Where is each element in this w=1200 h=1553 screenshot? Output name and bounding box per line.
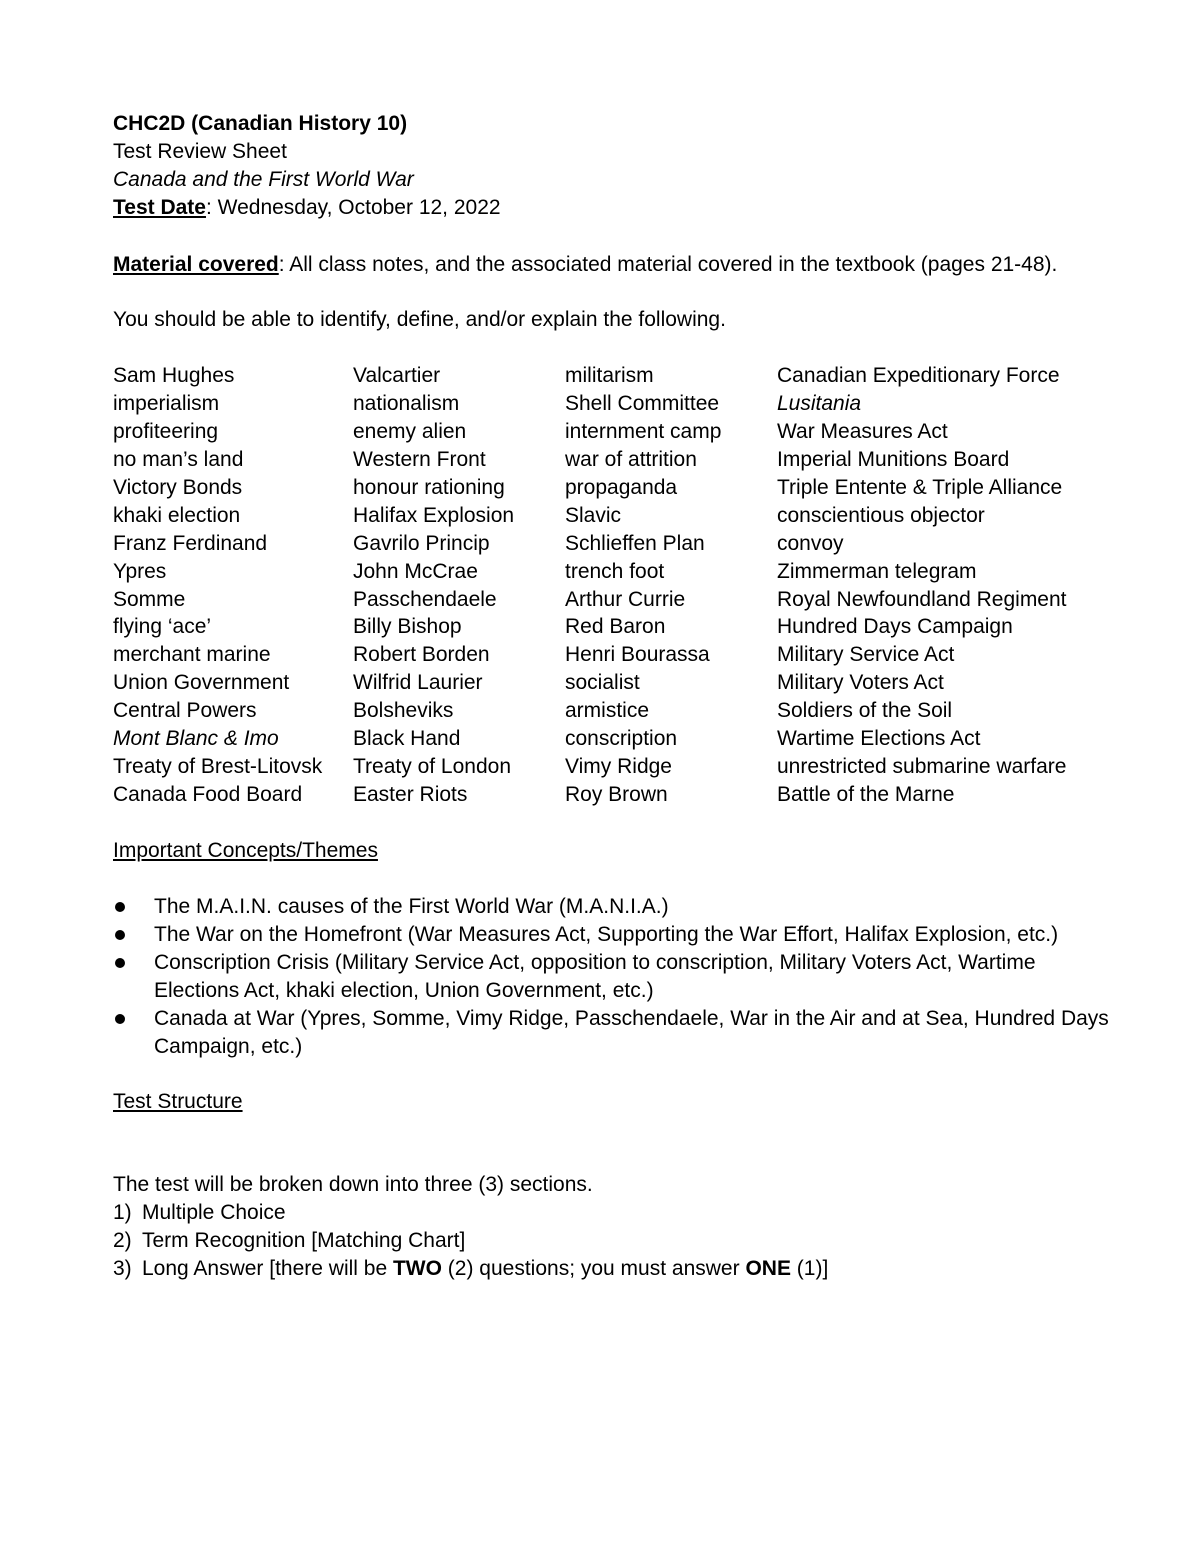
term-item: Ypres [113, 559, 167, 583]
term-row [113, 586, 1113, 614]
term-item: Gavrilo Princip [353, 531, 490, 555]
term-row [113, 613, 1113, 641]
term-item: Black Hand [353, 727, 461, 751]
term-item: Lusitania [777, 391, 862, 415]
term-item: honour rationing [353, 475, 505, 499]
structure-section [113, 1171, 828, 1283]
term-item: trench foot [565, 559, 665, 583]
term-item: Canada Food Board [113, 783, 303, 807]
structure-item-emphasis: TWO [392, 1257, 442, 1280]
instructions: You should be able to identify, define, and/or explain the following. [113, 308, 726, 331]
term-item: unrestricted submarine warfare [777, 755, 1067, 779]
term-item: Roy Brown [565, 783, 668, 807]
concepts-heading: Important Concepts/Themes [113, 839, 378, 862]
term-item: Vimy Ridge [565, 755, 672, 779]
structure-item-2 [113, 1227, 828, 1255]
concept-text: The War on the Homefront (War Measures Act, Supporting the War Effort, Halifax Explosion, etc.) [154, 923, 1059, 946]
term-item: Wartime Elections Act [777, 727, 981, 751]
term-item: profiteering [113, 419, 219, 443]
term-row [113, 390, 1113, 418]
terms-table [113, 362, 1113, 809]
term-item: socialist [565, 671, 640, 695]
term-item: flying ‘ace’ [113, 615, 212, 639]
term-item: imperialism [113, 391, 220, 415]
term-item: Triple Entente & Triple Alliance [777, 475, 1063, 499]
term-item: Treaty of Brest-Litovsk [113, 755, 323, 779]
term-item: Valcartier [353, 364, 441, 387]
term-item: internment camp [565, 419, 722, 443]
course-title: CHC2D (Canadian History 10) [113, 112, 408, 135]
term-row [113, 725, 1113, 753]
term-row [113, 362, 1113, 390]
term-item: Easter Riots [353, 783, 468, 807]
term-item: Shell Committee [565, 391, 720, 415]
term-item: Treaty of London [353, 755, 511, 779]
material-covered [113, 251, 1057, 279]
term-item: Franz Ferdinand [113, 531, 268, 555]
structure-item-text-mid: (2) questions; you must answer [441, 1257, 746, 1280]
term-item: war of attrition [565, 447, 697, 471]
term-item: Central Powers [113, 699, 257, 723]
term-item: armistice [565, 699, 650, 723]
structure-item-number: 1) [113, 1201, 132, 1224]
term-item: Canadian Expeditionary Force [777, 364, 1060, 387]
term-item: Schlieffen Plan [565, 531, 705, 555]
bullet-icon [115, 902, 125, 912]
term-row [113, 781, 1113, 809]
concept-text: The M.A.I.N. causes of the First World War (M.A.N.I.A.) [154, 895, 669, 918]
term-item: nationalism [353, 391, 460, 415]
term-row [113, 669, 1113, 697]
term-item: Zimmerman telegram [777, 559, 977, 583]
term-item: Hundred Days Campaign [777, 615, 1013, 639]
bullet-icon [115, 1014, 125, 1024]
structure-intro: The test will be broken down into three (3) sections. [113, 1173, 593, 1196]
term-item: Slavic [565, 503, 622, 527]
term-row [113, 558, 1113, 586]
document-type: Test Review Sheet [113, 140, 287, 163]
term-item: Arthur Currie [565, 587, 686, 611]
term-row [113, 697, 1113, 725]
term-item: Bolsheviks [353, 699, 454, 723]
term-row [113, 753, 1113, 781]
structure-item-1 [113, 1199, 828, 1227]
test-date-label: Test Date [113, 196, 206, 219]
structure-item-text: Multiple Choice [142, 1201, 286, 1224]
term-row [113, 446, 1113, 474]
term-item: Victory Bonds [113, 475, 243, 499]
term-item: Mont Blanc & Imo [113, 727, 279, 751]
term-item: merchant marine [113, 643, 271, 667]
material-covered-text: : All class notes, and the associated material covered in the textbook (pages 21-48). [278, 253, 1058, 276]
term-item: Royal Newfoundland Regiment [777, 587, 1067, 611]
term-item: Red Baron [565, 615, 666, 639]
structure-heading: Test Structure [113, 1090, 243, 1113]
concept-item [113, 893, 1113, 921]
bullet-icon [115, 930, 125, 940]
material-covered-label: Material covered [113, 253, 279, 276]
term-row [113, 418, 1113, 446]
concept-text: Conscription Crisis (Military Service Act, opposition to conscription, Military Voters Act, Wartime Elections Act, khaki election, Union Government, etc.) [154, 951, 1036, 1002]
term-item: Union Government [113, 671, 290, 695]
term-item: Soldiers of the Soil [777, 699, 953, 723]
term-item: propaganda [565, 475, 678, 499]
concept-item [113, 949, 1113, 1005]
structure-item-number: 2) [113, 1229, 132, 1252]
term-item: Sam Hughes [113, 364, 235, 387]
term-item: John McCrae [353, 559, 478, 583]
term-item: Wilfrid Laurier [353, 671, 483, 695]
structure-item-text-pre: Long Answer [there will be [142, 1257, 393, 1280]
term-item: Military Voters Act [777, 671, 944, 695]
term-row [113, 474, 1113, 502]
term-item: conscientious objector [777, 503, 985, 527]
term-item: no man’s land [113, 447, 244, 471]
concept-text: Canada at War (Ypres, Somme, Vimy Ridge, Passchendaele, War in the Air and at Sea, Hundred Days Campaign, etc.) [154, 1007, 1109, 1058]
structure-item-3 [113, 1255, 828, 1283]
term-item: convoy [777, 531, 844, 555]
term-item: Billy Bishop [353, 615, 462, 639]
structure-item-text: Term Recognition [Matching Chart] [142, 1229, 466, 1252]
structure-item-text-post: (1)] [790, 1257, 829, 1280]
term-item: conscription [565, 727, 678, 751]
term-item: Battle of the Marne [777, 783, 955, 807]
test-date [113, 194, 501, 222]
concept-item [113, 1005, 1113, 1061]
term-item: Halifax Explosion [353, 503, 515, 527]
term-item: Passchendaele [353, 587, 497, 611]
term-row [113, 502, 1113, 530]
term-item: enemy alien [353, 419, 467, 443]
term-item: militarism [565, 364, 654, 387]
concept-item [113, 921, 1113, 949]
term-item: Somme [113, 587, 186, 611]
term-item: Western Front [353, 447, 486, 471]
structure-item-emphasis: ONE [745, 1257, 791, 1280]
unit-title: Canada and the First World War [113, 168, 414, 191]
term-item: Imperial Munitions Board [777, 447, 1010, 471]
term-item: Henri Bourassa [565, 643, 710, 667]
term-row [113, 641, 1113, 669]
concepts-list [113, 893, 1113, 1061]
test-date-value: : Wednesday, October 12, 2022 [205, 196, 501, 219]
term-item: Military Service Act [777, 643, 955, 667]
term-item: khaki election [113, 503, 241, 527]
term-item: Robert Borden [353, 643, 490, 667]
term-item: War Measures Act [777, 419, 948, 443]
structure-item-number: 3) [113, 1257, 132, 1280]
bullet-icon [115, 958, 125, 968]
term-row [113, 530, 1113, 558]
